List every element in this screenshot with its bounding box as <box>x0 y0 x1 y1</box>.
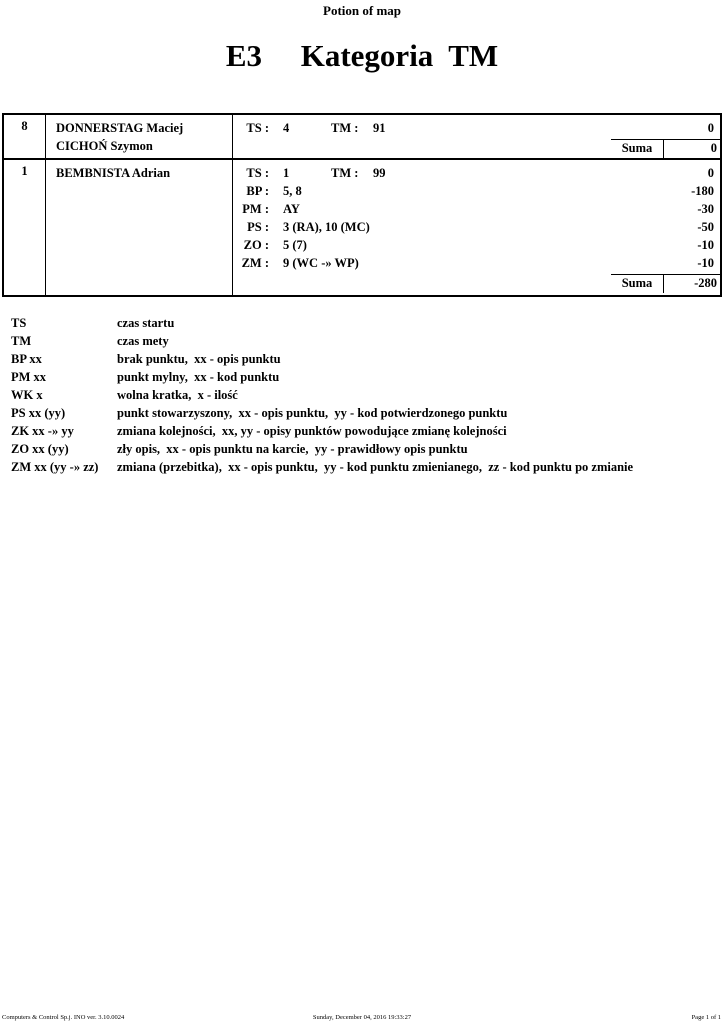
penalty-code: PM : <box>242 202 269 216</box>
legend-code: WK x <box>11 388 43 402</box>
legend-description: czas mety <box>117 334 169 348</box>
legend-row <box>11 350 711 368</box>
legend-row <box>11 332 711 350</box>
document-subtitle: Potion of map <box>323 3 401 18</box>
penalty-row <box>4 182 720 200</box>
penalty-points: -30 <box>697 202 714 216</box>
legend-description: punkt stowarzyszony, xx - opis punktu, yy - kod potwierdzonego punktu <box>117 406 508 420</box>
penalty-value: 9 (WC -» WP) <box>283 256 359 270</box>
penalty-row <box>4 119 720 137</box>
penalty-code: ZM : <box>241 256 269 270</box>
suma-value: 0 <box>710 141 717 155</box>
tm-value: 91 <box>373 121 386 135</box>
penalty-points: -50 <box>697 220 714 234</box>
legend-code: TM <box>11 334 32 348</box>
legend-code: TS <box>11 316 27 330</box>
legend-row <box>11 440 711 458</box>
footer-right: Page 1 of 1 <box>691 1014 721 1021</box>
legend-row <box>11 368 711 386</box>
penalty-value: 5 (7) <box>283 238 307 252</box>
penalty-row <box>4 218 720 236</box>
legend-row <box>11 314 711 332</box>
penalty-points: -180 <box>691 184 714 198</box>
legend-code: PS xx (yy) <box>11 406 66 420</box>
competitor-name: DONNERSTAG Maciej <box>56 121 184 135</box>
legend-code: ZM xx (yy -» zz) <box>11 460 99 474</box>
page-title: E3 Kategoria TM <box>225 38 499 73</box>
result-entry <box>4 115 720 160</box>
penalty-row <box>4 236 720 254</box>
footer-left: Computers & Control Sp.j. INO ver. 3.10.0024 <box>2 1014 125 1021</box>
penalty-points: -10 <box>697 238 714 252</box>
penalty-row <box>4 200 720 218</box>
legend-description: zmiana kolejności, xx, yy - opisy punktów powodujące zmianę kolejności <box>117 424 507 438</box>
suma-label: Suma <box>621 141 653 155</box>
penalty-value: 4 <box>283 121 290 135</box>
suma-value: -280 <box>694 276 717 290</box>
legend-code: PM xx <box>11 370 47 384</box>
penalty-points: 0 <box>707 166 714 180</box>
suma-box <box>611 274 720 293</box>
legend-code: BP xx <box>11 352 42 366</box>
place-number: 1 <box>21 164 28 178</box>
results-table <box>2 113 722 297</box>
penalty-value: 5, 8 <box>283 184 302 198</box>
legend-description: czas startu <box>117 316 175 330</box>
legend-row <box>11 404 711 422</box>
penalty-value: AY <box>283 202 300 216</box>
legend-description: zły opis, xx - opis punktu na karcie, yy - prawidłowy opis punktu <box>117 442 468 456</box>
penalty-code: PS : <box>247 220 269 234</box>
penalty-code: TS : <box>246 166 269 180</box>
penalty-value: 1 <box>283 166 290 180</box>
legend-description: wolna kratka, x - ilość <box>117 388 238 402</box>
legend-code: ZO xx (yy) <box>11 442 69 456</box>
footer-center: Sunday, December 04, 2016 19:33:27 <box>312 1014 412 1021</box>
penalty-points: -10 <box>697 256 714 270</box>
legend-description: punkt mylny, xx - kod punktu <box>117 370 280 384</box>
tm-label: TM : <box>331 166 359 180</box>
result-entry <box>4 160 720 295</box>
legend <box>11 314 711 476</box>
tm-value: 99 <box>373 166 386 180</box>
legend-row <box>11 422 711 440</box>
suma-box <box>611 139 720 158</box>
penalty-code: TS : <box>246 121 269 135</box>
suma-label: Suma <box>621 276 653 290</box>
penalty-code: ZO : <box>243 238 269 252</box>
place-number: 8 <box>21 119 28 133</box>
tm-label: TM : <box>331 121 359 135</box>
legend-description: zmiana (przebitka), xx - opis punktu, yy - kod punktu zmienianego, zz - kod punktu po zmianie <box>117 460 634 474</box>
legend-code: ZK xx -» yy <box>11 424 74 438</box>
legend-description: brak punktu, xx - opis punktu <box>117 352 281 366</box>
competitor-name: BEMBNISTA Adrian <box>56 166 171 180</box>
legend-row <box>11 458 711 476</box>
penalty-value: 3 (RA), 10 (MC) <box>283 220 370 234</box>
penalty-row <box>4 254 720 272</box>
legend-row <box>11 386 711 404</box>
competitor-name: CICHOŃ Szymon <box>56 139 153 153</box>
penalty-points: 0 <box>707 121 714 135</box>
penalty-row <box>4 164 720 182</box>
penalty-code: BP : <box>246 184 269 198</box>
